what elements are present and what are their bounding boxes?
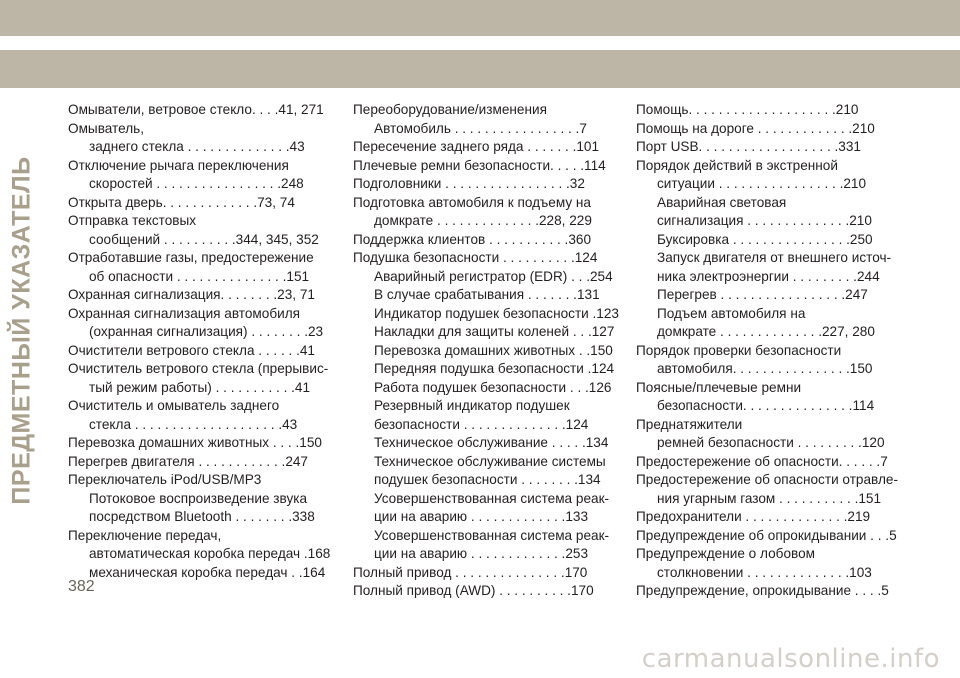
index-entry: Отработавшие газы, предостережение: [68, 250, 314, 265]
index-subentry: Работа подушек безопасности . . .126: [374, 379, 612, 395]
index-subentry: Запуск двигателя от внешнего источ-: [657, 250, 892, 265]
index-subentry: ремней безопасности . . . . . . . . .120: [657, 435, 885, 450]
index-entry: Предупреждение, опрокидывание . . . .5: [636, 583, 889, 598]
index-subentry: В случае срабатывания . . . . . . .131: [374, 287, 600, 302]
index-subentry: Передняя подушка безопасности .124: [374, 361, 615, 376]
index-entry: Омыватель,: [68, 120, 144, 136]
index-subentry: Усовершенствованная система реак-: [374, 490, 610, 506]
index-entry: Порт USB. . . . . . . . . . . . . . . . . . .331: [636, 139, 861, 154]
index-subentry: Перевозка домашних животных . .150: [374, 342, 613, 358]
index-entry: Омыватели, ветровое стекло. . . .41, 271: [68, 102, 324, 117]
index-subentry: домкрате . . . . . . . . . . . . . .228, 229: [374, 213, 592, 228]
header-bar-bottom: [0, 50, 960, 88]
index-entry: Охранная сигнализация автомобиля: [68, 305, 300, 321]
index-column-2: [353, 101, 628, 601]
page-number: 382: [68, 578, 95, 595]
index-entry: Плечевые ремни безопасности. . . . .114: [353, 157, 606, 173]
index-subentry: столкновении . . . . . . . . . . . . . .103: [657, 564, 872, 580]
index-entry: Предостережение об опасности отравле-: [636, 472, 898, 487]
index-entry: Подголовники . . . . . . . . . . . . . . . . .32: [353, 176, 585, 191]
section-title-text: ПРЕДМЕТНЫЙ УКАЗАТЕЛЬ: [7, 155, 36, 505]
index-subentry: домкрате . . . . . . . . . . . . . .227, 280: [657, 324, 875, 339]
index-subentry: ции на аварию . . . . . . . . . . . . .253: [374, 546, 589, 561]
index-entry: Открыта дверь. . . . . . . . . . . . .73, 74: [68, 194, 295, 210]
index-entry: Порядок действий в экстренной: [636, 157, 838, 173]
index-subentry: Техническое обслуживание . . . . .134: [374, 435, 609, 450]
index-entry: Очиститель ветрового стекла (прерывис-: [68, 361, 329, 376]
index-entry: Перевозка домашних животных . . . .150: [68, 435, 322, 450]
index-entry: Помощь на дороге . . . . . . . . . . . . .210: [636, 120, 875, 136]
index-entry: Преднатяжители: [636, 416, 743, 432]
index-entry: Подушка безопасности . . . . . . . . . .124: [353, 250, 598, 265]
index-subentry: Подъем автомобиля на: [657, 305, 806, 321]
index-subentry: Буксировка . . . . . . . . . . . . . . . .250: [657, 231, 873, 247]
index-subentry: Аварийная световая: [657, 194, 787, 210]
index-entry: Поясные/плечевые ремни: [636, 379, 802, 395]
index-entry: Подготовка автомобиля к подъему на: [353, 194, 591, 210]
index-subentry: стекла . . . . . . . . . . . . . . . . . . . .43: [89, 416, 298, 432]
index-entry: Переоборудование/изменения: [353, 102, 547, 117]
side-section-title: [2, 100, 42, 560]
index-subentry: Автомобиль . . . . . . . . . . . . . . . . .7: [374, 120, 587, 136]
index-subentry: сигнализация . . . . . . . . . . . . . .210: [657, 213, 872, 228]
header-band: [0, 0, 960, 36]
index-subentry: подушек безопасности . . . . . . . .134: [374, 472, 601, 487]
index-entry: Очистители ветрового стекла . . . . . .41: [68, 342, 315, 358]
index-entry: Предохранители . . . . . . . . . . . . . .219: [636, 509, 871, 524]
index-subentry: Усовершенствованная система реак-: [374, 527, 610, 543]
index-entry: Предупреждение об опрокидывании . . .5: [636, 527, 897, 543]
index-subentry: ции на аварию . . . . . . . . . . . . .133: [374, 509, 589, 524]
index-subentry: ния угарным газом . . . . . . . . . . .151: [657, 490, 882, 506]
index-entry: Перегрев двигателя . . . . . . . . . . . .247: [68, 453, 308, 469]
index-subentry: Резервный индикатор подушек: [374, 398, 570, 413]
index-subentry: механическая коробка передач . .164: [89, 564, 326, 580]
index-subentry: заднего стекла . . . . . . . . . . . . . .43: [89, 139, 305, 154]
index-subentry: скоростей . . . . . . . . . . . . . . . . .248: [89, 176, 304, 191]
index-entry: Переключатель iPod/USB/MP3: [68, 472, 262, 487]
watermark: carmanualsonline.info: [641, 644, 940, 674]
index-subentry: ситуации . . . . . . . . . . . . . . . . .210: [657, 176, 867, 191]
index-entry: Предостережение об опасности. . . . . .7: [636, 453, 888, 469]
index-subentry: (охранная сигнализация) . . . . . . . .23: [89, 324, 324, 339]
index-entry: Порядок проверки безопасности: [636, 342, 842, 358]
index-entry: Переключение передач,: [68, 527, 222, 543]
index-entry: Отключение рычага переключения: [68, 157, 289, 173]
index-subentry: Аварийный регистратор (EDR) . . .254: [374, 268, 613, 284]
index-subentry: посредством Bluetooth . . . . . . . .338: [89, 509, 315, 524]
index-column-3: [636, 101, 911, 601]
index-entry: Помощь. . . . . . . . . . . . . . . . . . . .210: [636, 102, 859, 117]
index-subentry: автомобиля. . . . . . . . . . . . . . . .150: [657, 361, 873, 376]
index-subentry: сообщений . . . . . . . . . .344, 345, 352: [89, 231, 319, 247]
index-entry: Полный привод . . . . . . . . . . . . . . .170: [353, 564, 588, 580]
header-bar-top: [0, 0, 960, 36]
index-entry: Отправка текстовых: [68, 213, 197, 228]
index-entry: Охранная сигнализация. . . . . . . .23, 71: [68, 287, 315, 302]
index-subentry: безопасности . . . . . . . . . . . . . .124: [374, 416, 589, 432]
index-entry: Очиститель и омыватель заднего: [68, 398, 280, 413]
index-subentry: Накладки для защиты коленей . . .127: [374, 324, 615, 339]
index-entry: Предупреждение о лобовом: [636, 546, 815, 561]
index-entry: Полный привод (AWD) . . . . . . . . . .170: [353, 583, 594, 598]
index-subentry: об опасности . . . . . . . . . . . . . . .151: [89, 268, 310, 284]
index-subentry: Перегрев . . . . . . . . . . . . . . . . .247: [657, 287, 868, 302]
index-subentry: ника электроэнергии . . . . . . . . .244: [657, 268, 880, 284]
index-subentry: тый режим работы) . . . . . . . . . . .41: [89, 379, 311, 395]
index-subentry: Техническое обслуживание системы: [374, 453, 606, 469]
index-entry: Пересечение заднего ряда . . . . . . .101: [353, 139, 600, 154]
index-subentry: Индикатор подушек безопасности .123: [374, 305, 619, 321]
index-subentry: автоматическая коробка передач .168: [89, 546, 331, 561]
index-subentry: Потоковое воспроизведение звука: [89, 490, 308, 506]
index-subentry: безопасности. . . . . . . . . . . . . . .114: [657, 398, 875, 413]
index-column-1: [68, 101, 343, 582]
index-entry: Поддержка клиентов . . . . . . . . . . .360: [353, 231, 592, 247]
